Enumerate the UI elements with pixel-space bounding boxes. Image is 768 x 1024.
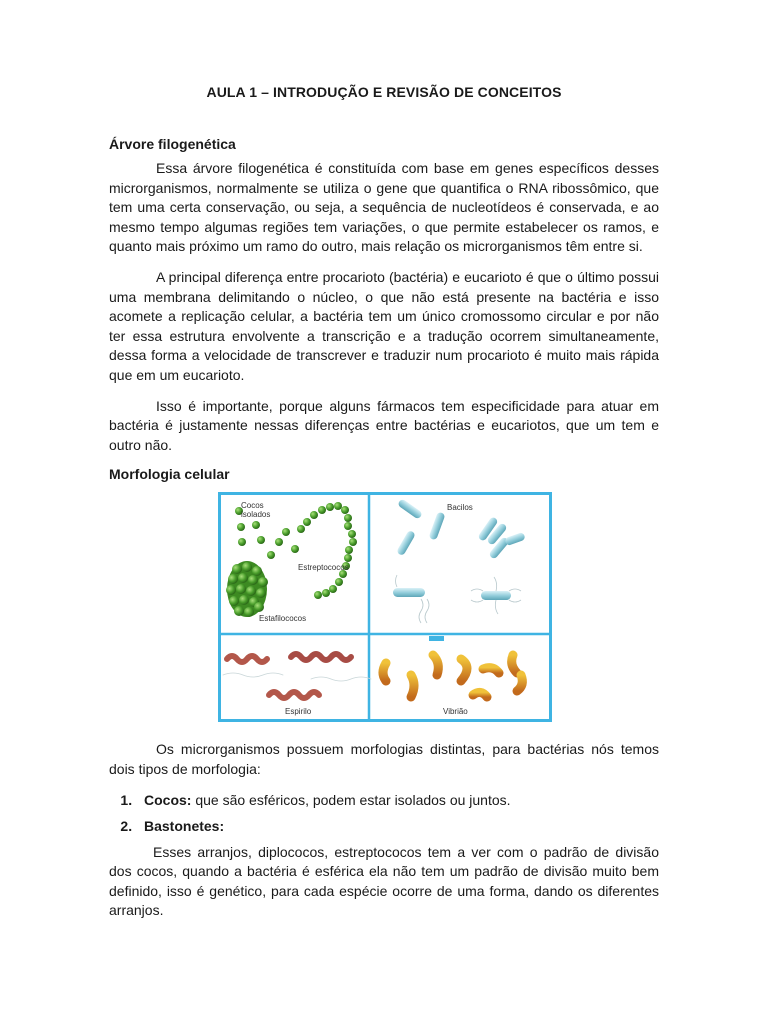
page-title: AULA 1 – INTRODUÇÃO E REVISÃO DE CONCEITOS (206, 84, 562, 100)
section-heading-arvore: Árvore filogenética (109, 136, 236, 152)
figure-label-cocos: Cocos (241, 501, 264, 511)
paragraph: Essa árvore filogenética é constituída com base em genes específicos desses microrganismos, normalmente se utiliza o gene que quantifica o RNA ribossômico, que tem uma certa conservação, ou seja, a sequência de nucleotídeos é conservada, e ao mesmo tempo algumas regiões tem variações, o que permite estabelecer os ramos, e quanto mais próximo um ramo do outro, mais relação os microrganismos têm entre si. (109, 160, 659, 255)
list-item (136, 817, 659, 835)
espirilo-group (223, 654, 371, 698)
list-term: Bastonetes: (144, 817, 225, 834)
paragraph: Esses arranjos, diplococos, estreptococos tem a ver com o padrão de divisão dos cocos, quando a bactéria é esférica ela não tem um padrão de divisão muito bem definido, isso é genético, para cada espécie ocorre de uma forma, dando os diferentes arranjos. (109, 843, 659, 919)
estafilococos-cluster (226, 561, 268, 617)
morphology-figure (218, 492, 552, 722)
document-page (109, 84, 659, 932)
paragraph: Isso é importante, porque alguns fármacos tem especificidade para atuar em bactéria é justamente nessas diferenças entre bactérias e eucariotos, que um tem e outro não. (109, 397, 659, 453)
paragraph: Os microrganismos possuem morfologias distintas, para bactérias nós temos dois tipos de morfologia: (109, 741, 659, 777)
figure-label-vibriao: Vibrião (443, 707, 468, 717)
list-text: que são esféricos, podem estar isolados ou juntos. (191, 791, 511, 808)
morphology-list (109, 791, 659, 835)
figure-label-bacilos: Bacilos (447, 503, 473, 513)
figure-label-estreptococos: Estreptococos (298, 563, 349, 573)
paragraph: A principal diferença entre procarioto (bactéria) e eucarioto é que o último possui uma membrana delimitando o núcleo, o que não está presente na bactéria e isso acomete a replicação celular, a bactéria tem um único cromossomo circular e por não ter essa estrutura envolvente a transcrição e a tradução ocorrem simultaneamente, dessa forma a velocidade de transcrever e traduzir num procarioto é muito mais rápida que em um eucarioto. (109, 268, 659, 383)
vibriao-group (383, 655, 522, 697)
bacilos-group (393, 499, 526, 624)
section-heading-morfologia: Morfologia celular (109, 466, 230, 483)
list-item (136, 791, 659, 809)
list-term: Cocos: (144, 791, 192, 808)
estreptococos-chain (297, 502, 357, 599)
figure-label-isolados: isolados (241, 510, 271, 520)
figure-label-estafilococos: Estafilococos (259, 614, 307, 624)
figure-label-espirilo: Espirilo (285, 707, 312, 717)
morphology-illustration (221, 495, 549, 719)
